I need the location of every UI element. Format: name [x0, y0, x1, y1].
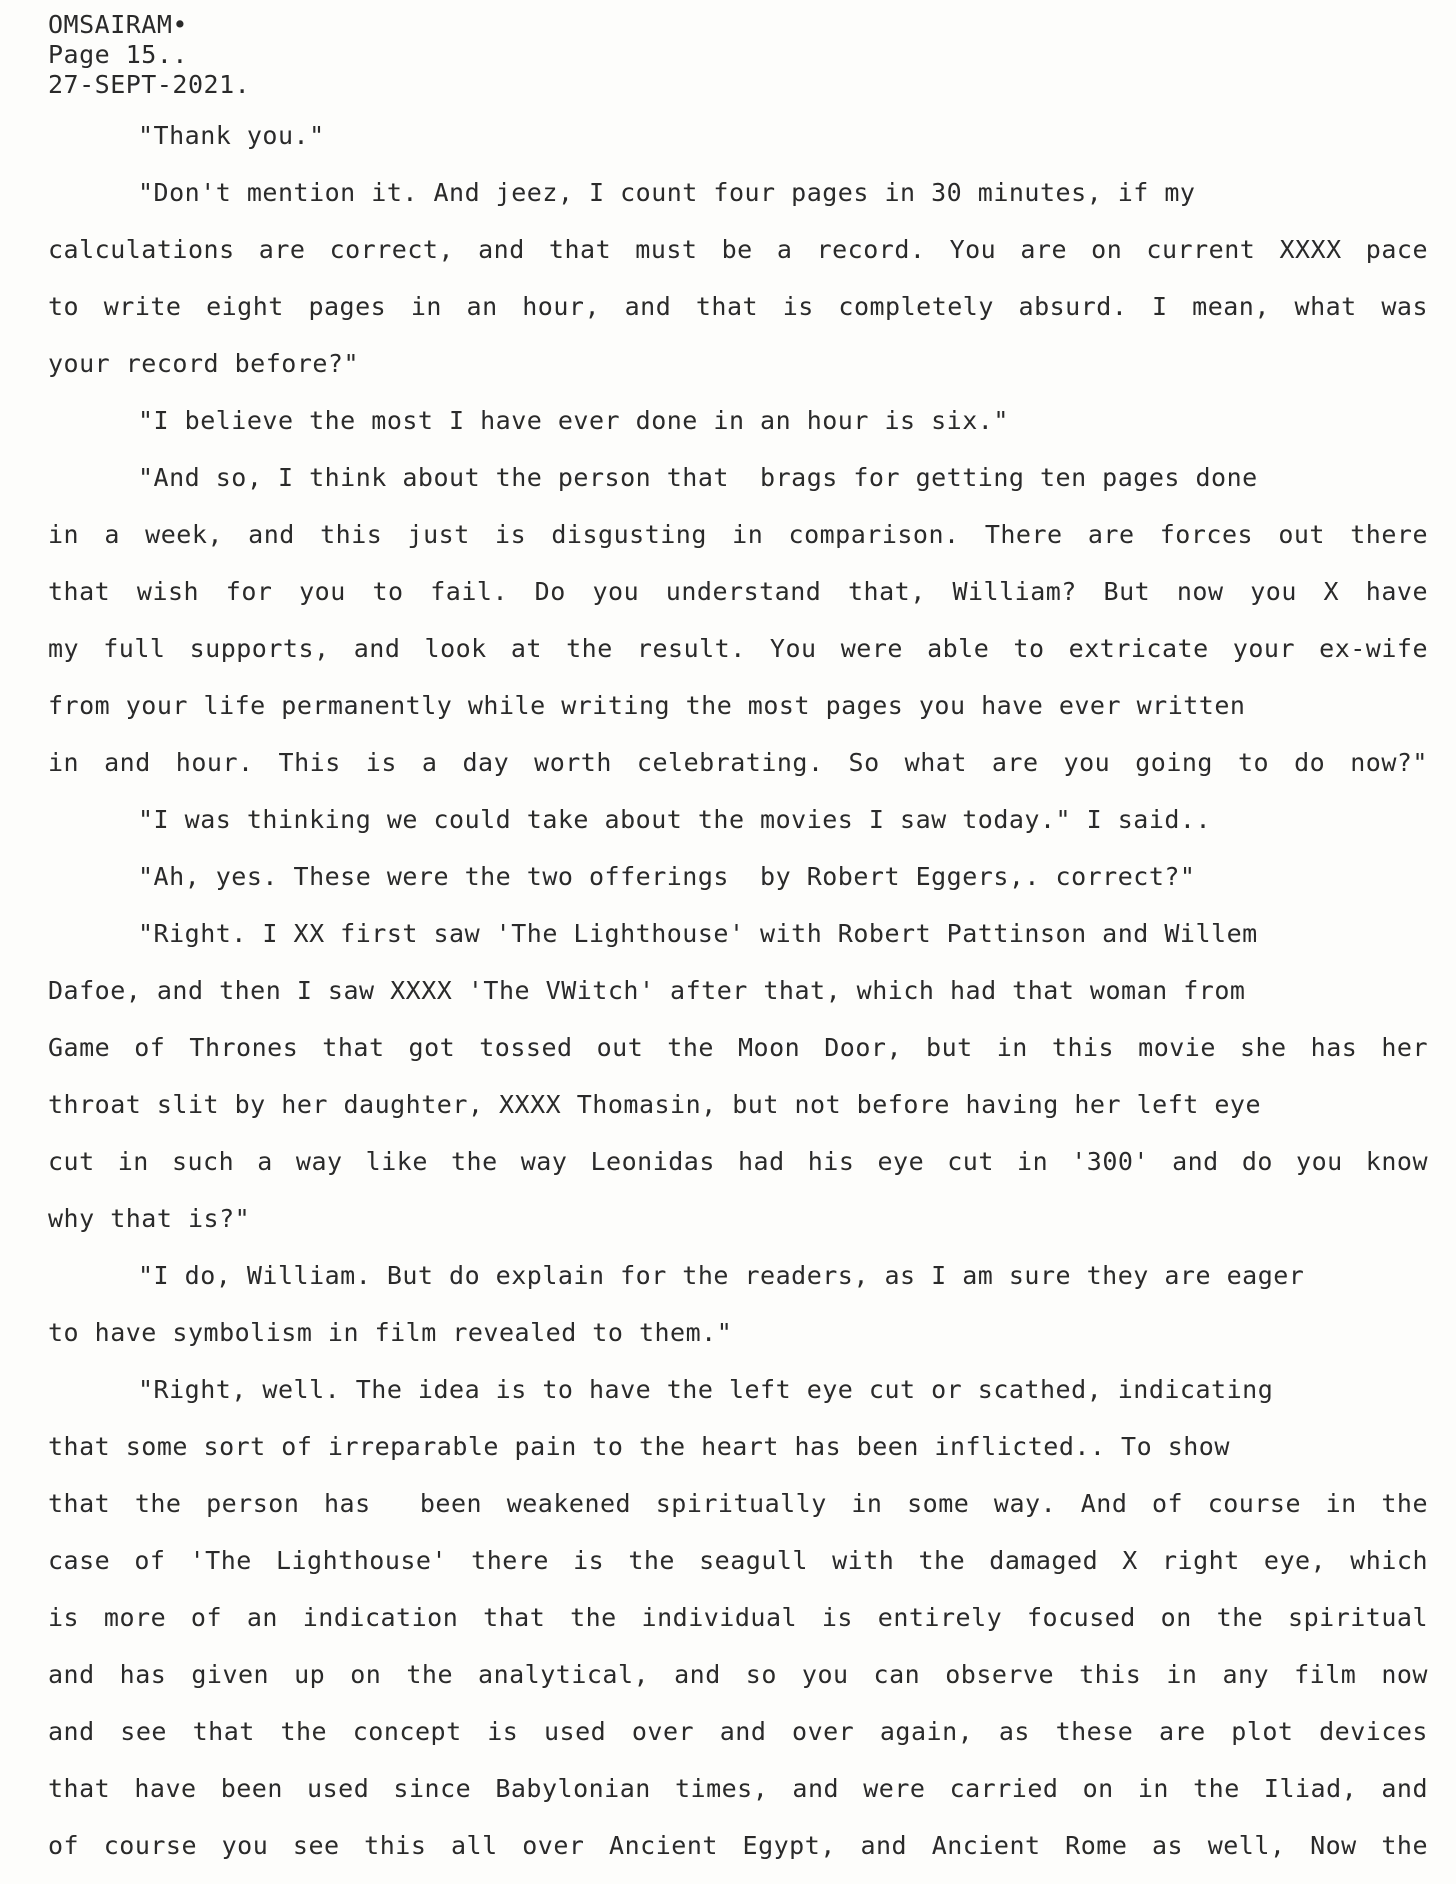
text-line: why that is?" [48, 1204, 251, 1233]
text-line: "Thank you." [138, 121, 325, 150]
page-date: 27-SEPT-2021. [48, 70, 251, 99]
text-line: your record before?" [48, 349, 360, 378]
text-line: "Don't mention it. And jeez, I count four pages in 30 minutes, if my [138, 178, 1196, 207]
text-line: "Right. I XX first saw 'The Lighthouse' with Robert Pattinson and Willem [138, 919, 1258, 948]
text-line: calculations are correct, and that must be a record. You are on current XXXX pace [48, 235, 1428, 264]
text-line: "I believe the most I have ever done in an hour is six." [138, 406, 1009, 435]
text-line: "I was thinking we could take about the movies I saw today." I said.. [138, 805, 1212, 834]
text-line: to have symbolism in film revealed to them." [48, 1318, 733, 1347]
text-line: that the person has been weakened spiritually in some way. And of course in the [48, 1489, 1428, 1518]
text-line: "And so, I think about the person that brags for getting ten pages done [138, 463, 1258, 492]
text-line: "I do, William. But do explain for the readers, as I am sure they are eager [138, 1261, 1305, 1290]
text-line: throat slit by her daughter, XXXX Thomasin, but not before having her left eye [48, 1090, 1261, 1119]
text-line: Dafoe, and then I saw XXXX 'The VWitch' after that, which had that woman from [48, 976, 1246, 1005]
text-line: cut in such a way like the way Leonidas had his eye cut in '300' and do you know [48, 1147, 1428, 1176]
text-line: to write eight pages in an hour, and that is completely absurd. I mean, what was [48, 292, 1428, 321]
header-title: OMSAIRAM• [48, 10, 188, 39]
text-line: that wish for you to fail. Do you understand that, William? But now you X have [48, 577, 1428, 606]
text-line: my full supports, and look at the result. You were able to extricate your ex-wife [48, 634, 1428, 663]
page-header [48, 10, 250, 100]
text-line: "Ah, yes. These were the two offerings by Robert Eggers,. correct?" [138, 862, 1196, 891]
text-line: and has given up on the analytical, and so you can observe this in any film now [48, 1660, 1428, 1689]
text-line: that some sort of irreparable pain to the heart has been inflicted.. To show [48, 1432, 1230, 1461]
text-line: and see that the concept is used over and over again, as these are plot devices [48, 1717, 1428, 1746]
page-number: Page 15.. [48, 40, 188, 69]
text-line: is more of an indication that the individual is entirely focused on the spiritual [48, 1603, 1428, 1632]
text-line: of course you see this all over Ancient Egypt, and Ancient Rome as well, Now the [48, 1831, 1428, 1860]
text-line: that have been used since Babylonian times, and were carried on in the Iliad, and [48, 1774, 1428, 1803]
page-body [48, 107, 1443, 1874]
text-line: in a week, and this just is disgusting in comparison. There are forces out there [48, 520, 1428, 549]
text-line: Game of Thrones that got tossed out the Moon Door, but in this movie she has her [48, 1033, 1428, 1062]
text-line: case of 'The Lighthouse' there is the seagull with the damaged X right eye, which [48, 1546, 1428, 1575]
text-line: from your life permanently while writing the most pages you have ever written [48, 691, 1246, 720]
text-line: in and hour. This is a day worth celebrating. So what are you going to do now?" [48, 748, 1428, 777]
text-line: "Right, well. The idea is to have the left eye cut or scathed, indicating [138, 1375, 1274, 1404]
